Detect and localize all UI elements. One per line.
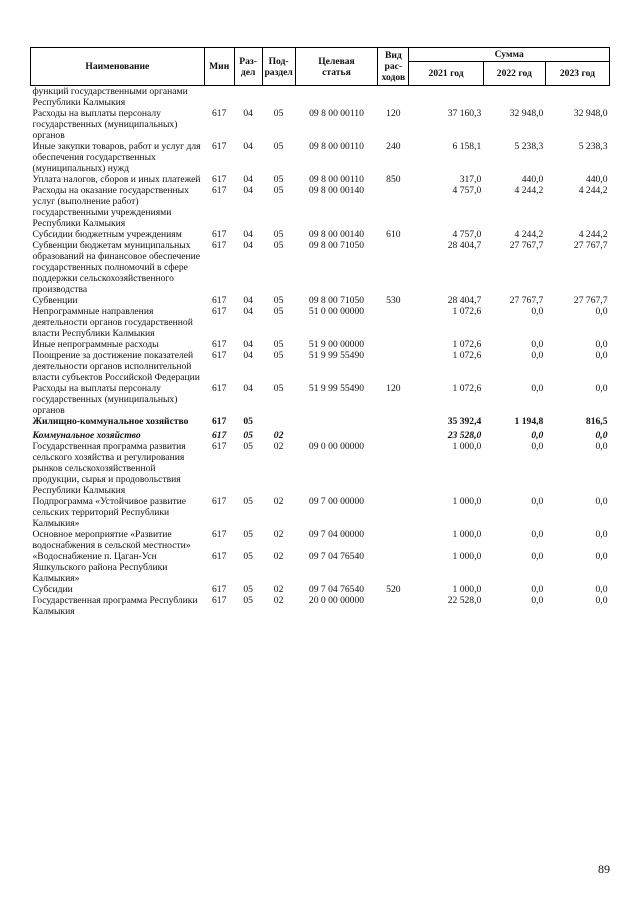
cell-2022: 27 767,7 [509,240,544,251]
cell-vid [378,496,409,529]
cell-podrazdel: 02 [273,595,284,606]
cell-2023: 0,0 [595,551,608,562]
cell-min: 617 [211,551,227,562]
header-razdel: Раз- дел [234,48,262,86]
cell-target: 09 8 00 00110 [309,141,364,152]
cell-2022: 4 244,2 [514,185,544,196]
cell-razdel: 04 [243,185,253,196]
cell-target: 51 0 00 00000 [308,306,365,317]
cell-vid: 520 [386,584,401,595]
cell-2023: 0,0 [595,306,608,317]
cell-2023: 0,0 [595,441,608,452]
cell-2022: 0,0 [531,306,544,317]
table-row [31,141,610,174]
cell-podrazdel: 02 [273,584,284,595]
cell-target: 51 9 00 00000 [308,339,365,350]
cell-min: 617 [211,295,227,306]
cell-target: 09 7 04 00000 [308,529,365,540]
cell-name: Жилищно-коммунальное хозяйство [32,416,189,427]
cell-2021: 1 000,0 [452,441,482,452]
header-vid: Вид рас- ходов [378,48,409,86]
cell-2023: 27 767,7 [573,240,608,251]
cell-2021: 22 528,0 [447,595,482,606]
cell-min: 617 [211,141,227,152]
cell-min: 617 [211,185,227,196]
cell-podrazdel [262,416,295,430]
cell-target: 09 8 00 00110 [309,108,364,119]
cell-target [295,430,378,441]
cell-podrazdel: 05 [273,229,284,240]
cell-min: 617 [211,350,227,361]
cell-target [295,416,378,430]
cell-2022: 0,0 [531,339,544,350]
cell-name: Расходы на выплаты персоналу государственных (муниципальных) органов [32,383,178,416]
cell-2022: 0,0 [531,430,544,441]
cell-name: Непрограммные направления деятельности органов государственной власти Республики Калмыкия [32,306,193,339]
header-2023: 2023 год [545,62,609,86]
table-row [31,529,610,551]
cell-vid [378,441,409,496]
cell-podrazdel: 02 [273,551,284,562]
cell-razdel: 05 [243,551,253,562]
cell-podrazdel: 05 [273,350,284,361]
cell-razdel: 05 [243,529,253,540]
cell-target: 09 8 00 71050 [308,240,365,251]
cell-vid: 850 [386,174,401,185]
cell-vid [378,350,409,383]
cell-2022: 27 767,7 [509,295,544,306]
header-sum: Сумма [409,48,610,62]
cell-target: 09 0 00 00000 [308,441,365,452]
cell-2021: 4 757,0 [452,229,482,240]
cell-2022: 0,0 [531,350,544,361]
table-row [31,441,610,496]
cell-vid [378,339,409,350]
cell-2023: 4 244,2 [578,185,608,196]
table-header [31,48,610,86]
table-row [31,584,610,595]
cell-razdel: 04 [243,295,253,306]
cell-min: 617 [211,108,227,119]
cell-2023: 0,0 [595,529,608,540]
cell-2021: 1 000,0 [452,584,482,595]
cell-2021: 28 404,7 [447,240,482,251]
cell-podrazdel: 05 [273,383,284,394]
cell-2021: 28 404,7 [447,295,482,306]
cell-2023: 32 948,0 [573,108,608,119]
cell-name: Иные непрограммные расходы [32,339,159,350]
cell-name: Субвенции [32,295,78,306]
cell-vid: 610 [386,229,401,240]
cell-vid: 120 [386,383,401,394]
cell-razdel: 04 [243,339,253,350]
cell-2023: 0,0 [595,339,608,350]
cell-2022: 0,0 [531,383,544,394]
cell-min: 617 [211,306,227,317]
table-row [31,174,610,185]
table-row [31,108,610,141]
cell-vid [378,240,409,295]
cell-2022 [483,86,545,109]
cell-min: 617 [211,240,227,251]
cell-2023: 0,0 [595,350,608,361]
header-2022: 2022 год [483,62,545,86]
cell-2022: 0,0 [531,496,544,507]
cell-podrazdel: 05 [273,295,284,306]
table-row [31,240,610,295]
cell-razdel: 05 [243,441,253,452]
cell-min: 617 [211,430,227,441]
cell-name: Субсидии [32,584,73,595]
cell-2021: 1 072,6 [452,339,482,350]
header-name: Наименование [31,48,205,86]
cell-razdel: 04 [243,141,253,152]
cell-2022: 440,0 [521,174,544,185]
table-body [31,86,610,618]
cell-target: 20 0 00 00000 [308,595,365,606]
cell-name: Государственная программа развития сельского хозяйства и регулирования рынков сельскохозяйственной продукции, сырья и продовольствия Республики Калмыкия [32,441,186,496]
cell-target: 09 8 00 71050 [308,295,365,306]
cell-name: Государственная программа Республики Калмыкия [32,595,198,617]
cell-razdel: 04 [243,306,253,317]
table-row [31,551,610,584]
cell-min: 617 [211,496,227,507]
table-row [31,496,610,529]
cell-name: Расходы на оказание государственных услуг (выполнение работ) государственными учреждениями Республики Калмыкия [32,185,189,229]
cell-2021: 1 072,6 [452,383,482,394]
cell-2023: 27 767,7 [573,295,608,306]
cell-2023: 5 238,3 [578,141,608,152]
cell-2021: 35 392,4 [447,416,482,427]
cell-razdel: 04 [243,350,253,361]
cell-2021: 23 528,0 [447,430,482,441]
cell-vid [378,306,409,339]
cell-2022: 4 244,2 [514,229,544,240]
cell-2021: 1 072,6 [452,350,482,361]
cell-min [204,86,234,109]
header-min: Мин [204,48,234,86]
cell-podrazdel: 05 [273,174,284,185]
cell-name: Субвенции бюджетам муниципальных образований на финансовое обеспечение государственных полномочий в сфере поддержки сельскохозяйственного производства [32,240,201,295]
cell-target: 09 7 04 76540 [308,551,365,562]
cell-podrazdel [262,86,295,109]
cell-razdel: 05 [243,430,253,441]
cell-2023: 0,0 [595,383,608,394]
cell-2023: 440,0 [585,174,608,185]
cell-podrazdel: 02 [273,430,284,441]
cell-2022: 0,0 [531,584,544,595]
table-row [31,229,610,240]
cell-vid [378,595,409,617]
cell-podrazdel: 05 [273,240,284,251]
cell-vid [378,529,409,551]
cell-2022: 1 194,8 [514,416,544,427]
cell-min: 617 [211,584,227,595]
cell-name: Иные закупки товаров, работ и услуг для обеспечения государственных (муниципальных) нужд [32,141,201,174]
cell-target: 51 9 99 55490 [308,350,365,361]
cell-2021: 4 757,0 [452,185,482,196]
cell-2022: 32 948,0 [509,108,544,119]
table-row [31,306,610,339]
cell-name: функций государственными органами Республики Калмыкия [32,86,188,108]
cell-2022: 0,0 [531,551,544,562]
cell-min: 617 [211,441,227,452]
table-row [31,350,610,383]
table-row [31,595,610,617]
cell-target [295,86,378,109]
cell-2023: 0,0 [595,584,608,595]
cell-target: 51 9 99 55490 [308,383,365,394]
cell-vid [378,86,409,109]
cell-min: 617 [211,229,227,240]
header-target: Целевая статья [295,48,378,86]
table-row [31,339,610,350]
cell-min: 617 [211,529,227,540]
cell-podrazdel: 02 [273,529,284,540]
cell-2021: 37 160,3 [447,108,482,119]
cell-podrazdel: 05 [273,141,284,152]
cell-2021: 1 072,6 [452,306,482,317]
table-row [31,383,610,416]
cell-vid: 240 [386,141,401,152]
cell-name: Субсидии бюджетным учреждениям [32,229,182,240]
cell-podrazdel: 05 [273,339,284,350]
table-row [31,295,610,306]
cell-name: Основное мероприятие «Развитие водоснабжения в сельской местности» [32,529,191,551]
cell-2022: 0,0 [531,441,544,452]
cell-target: 09 8 00 00140 [308,185,365,196]
cell-razdel: 04 [243,240,253,251]
cell-target: 09 8 00 00140 [308,229,365,240]
cell-podrazdel: 05 [273,185,284,196]
cell-2022: 5 238,3 [514,141,544,152]
cell-min: 617 [211,595,227,606]
cell-podrazdel: 05 [273,108,284,119]
cell-vid [378,416,409,430]
cell-2022: 0,0 [531,529,544,540]
table-row [31,185,610,229]
table-row [31,86,610,109]
table-row [31,416,610,430]
cell-razdel: 04 [243,229,253,240]
cell-2021: 1 000,0 [452,529,482,540]
cell-vid: 530 [386,295,401,306]
cell-vid [378,430,409,441]
cell-min: 617 [211,383,227,394]
cell-min: 617 [211,174,227,185]
cell-name: Уплата налогов, сборов и иных платежей [32,174,201,185]
cell-2023: 0,0 [595,430,608,441]
cell-razdel [234,86,262,109]
cell-2023: 816,5 [585,416,608,427]
cell-name: «Водоснабжение п. Цаган-Усн Яшкульского района Республики Калмыкия» [32,551,168,584]
cell-2021: 6 158,1 [452,141,482,152]
cell-razdel: 05 [243,584,253,595]
cell-2021: 317,0 [459,174,482,185]
cell-2023 [545,86,609,109]
budget-sheet [30,47,610,617]
cell-min: 617 [211,416,227,427]
cell-vid [378,551,409,584]
cell-podrazdel: 05 [273,306,284,317]
budget-table [30,47,610,617]
cell-2021: 1 000,0 [452,551,482,562]
cell-name: Коммунальное хозяйство [32,430,141,441]
cell-razdel: 05 [243,496,253,507]
cell-name: Подпрограмма «Устойчивое развитие сельских территорий Республики Калмыкия» [32,496,187,529]
cell-razdel: 05 [243,416,253,427]
cell-razdel: 05 [243,595,253,606]
table-row [31,430,610,441]
header-podrazdel: Под- раздел [262,48,295,86]
cell-vid: 120 [386,108,401,119]
cell-vid [378,185,409,229]
cell-name: Поощрение за достижение показателей деятельности органов исполнительной власти субъектов Российской Федерации [32,350,200,383]
cell-razdel: 04 [243,108,253,119]
cell-target: 09 7 00 00000 [308,496,365,507]
cell-2023: 4 244,2 [578,229,608,240]
cell-2023: 0,0 [595,595,608,606]
cell-min: 617 [211,339,227,350]
cell-podrazdel: 02 [273,496,284,507]
cell-2022: 0,0 [531,595,544,606]
cell-podrazdel: 02 [273,441,284,452]
cell-target: 09 7 04 76540 [308,584,365,595]
cell-target: 09 8 00 00110 [309,174,364,185]
header-2021: 2021 год [409,62,483,86]
cell-razdel: 04 [243,383,253,394]
page-number: 89 [598,862,610,876]
cell-2023: 0,0 [595,496,608,507]
cell-razdel: 04 [243,174,253,185]
cell-2021 [409,86,483,109]
cell-2021: 1 000,0 [452,496,482,507]
cell-name: Расходы на выплаты персоналу государственных (муниципальных) органов [32,108,178,141]
